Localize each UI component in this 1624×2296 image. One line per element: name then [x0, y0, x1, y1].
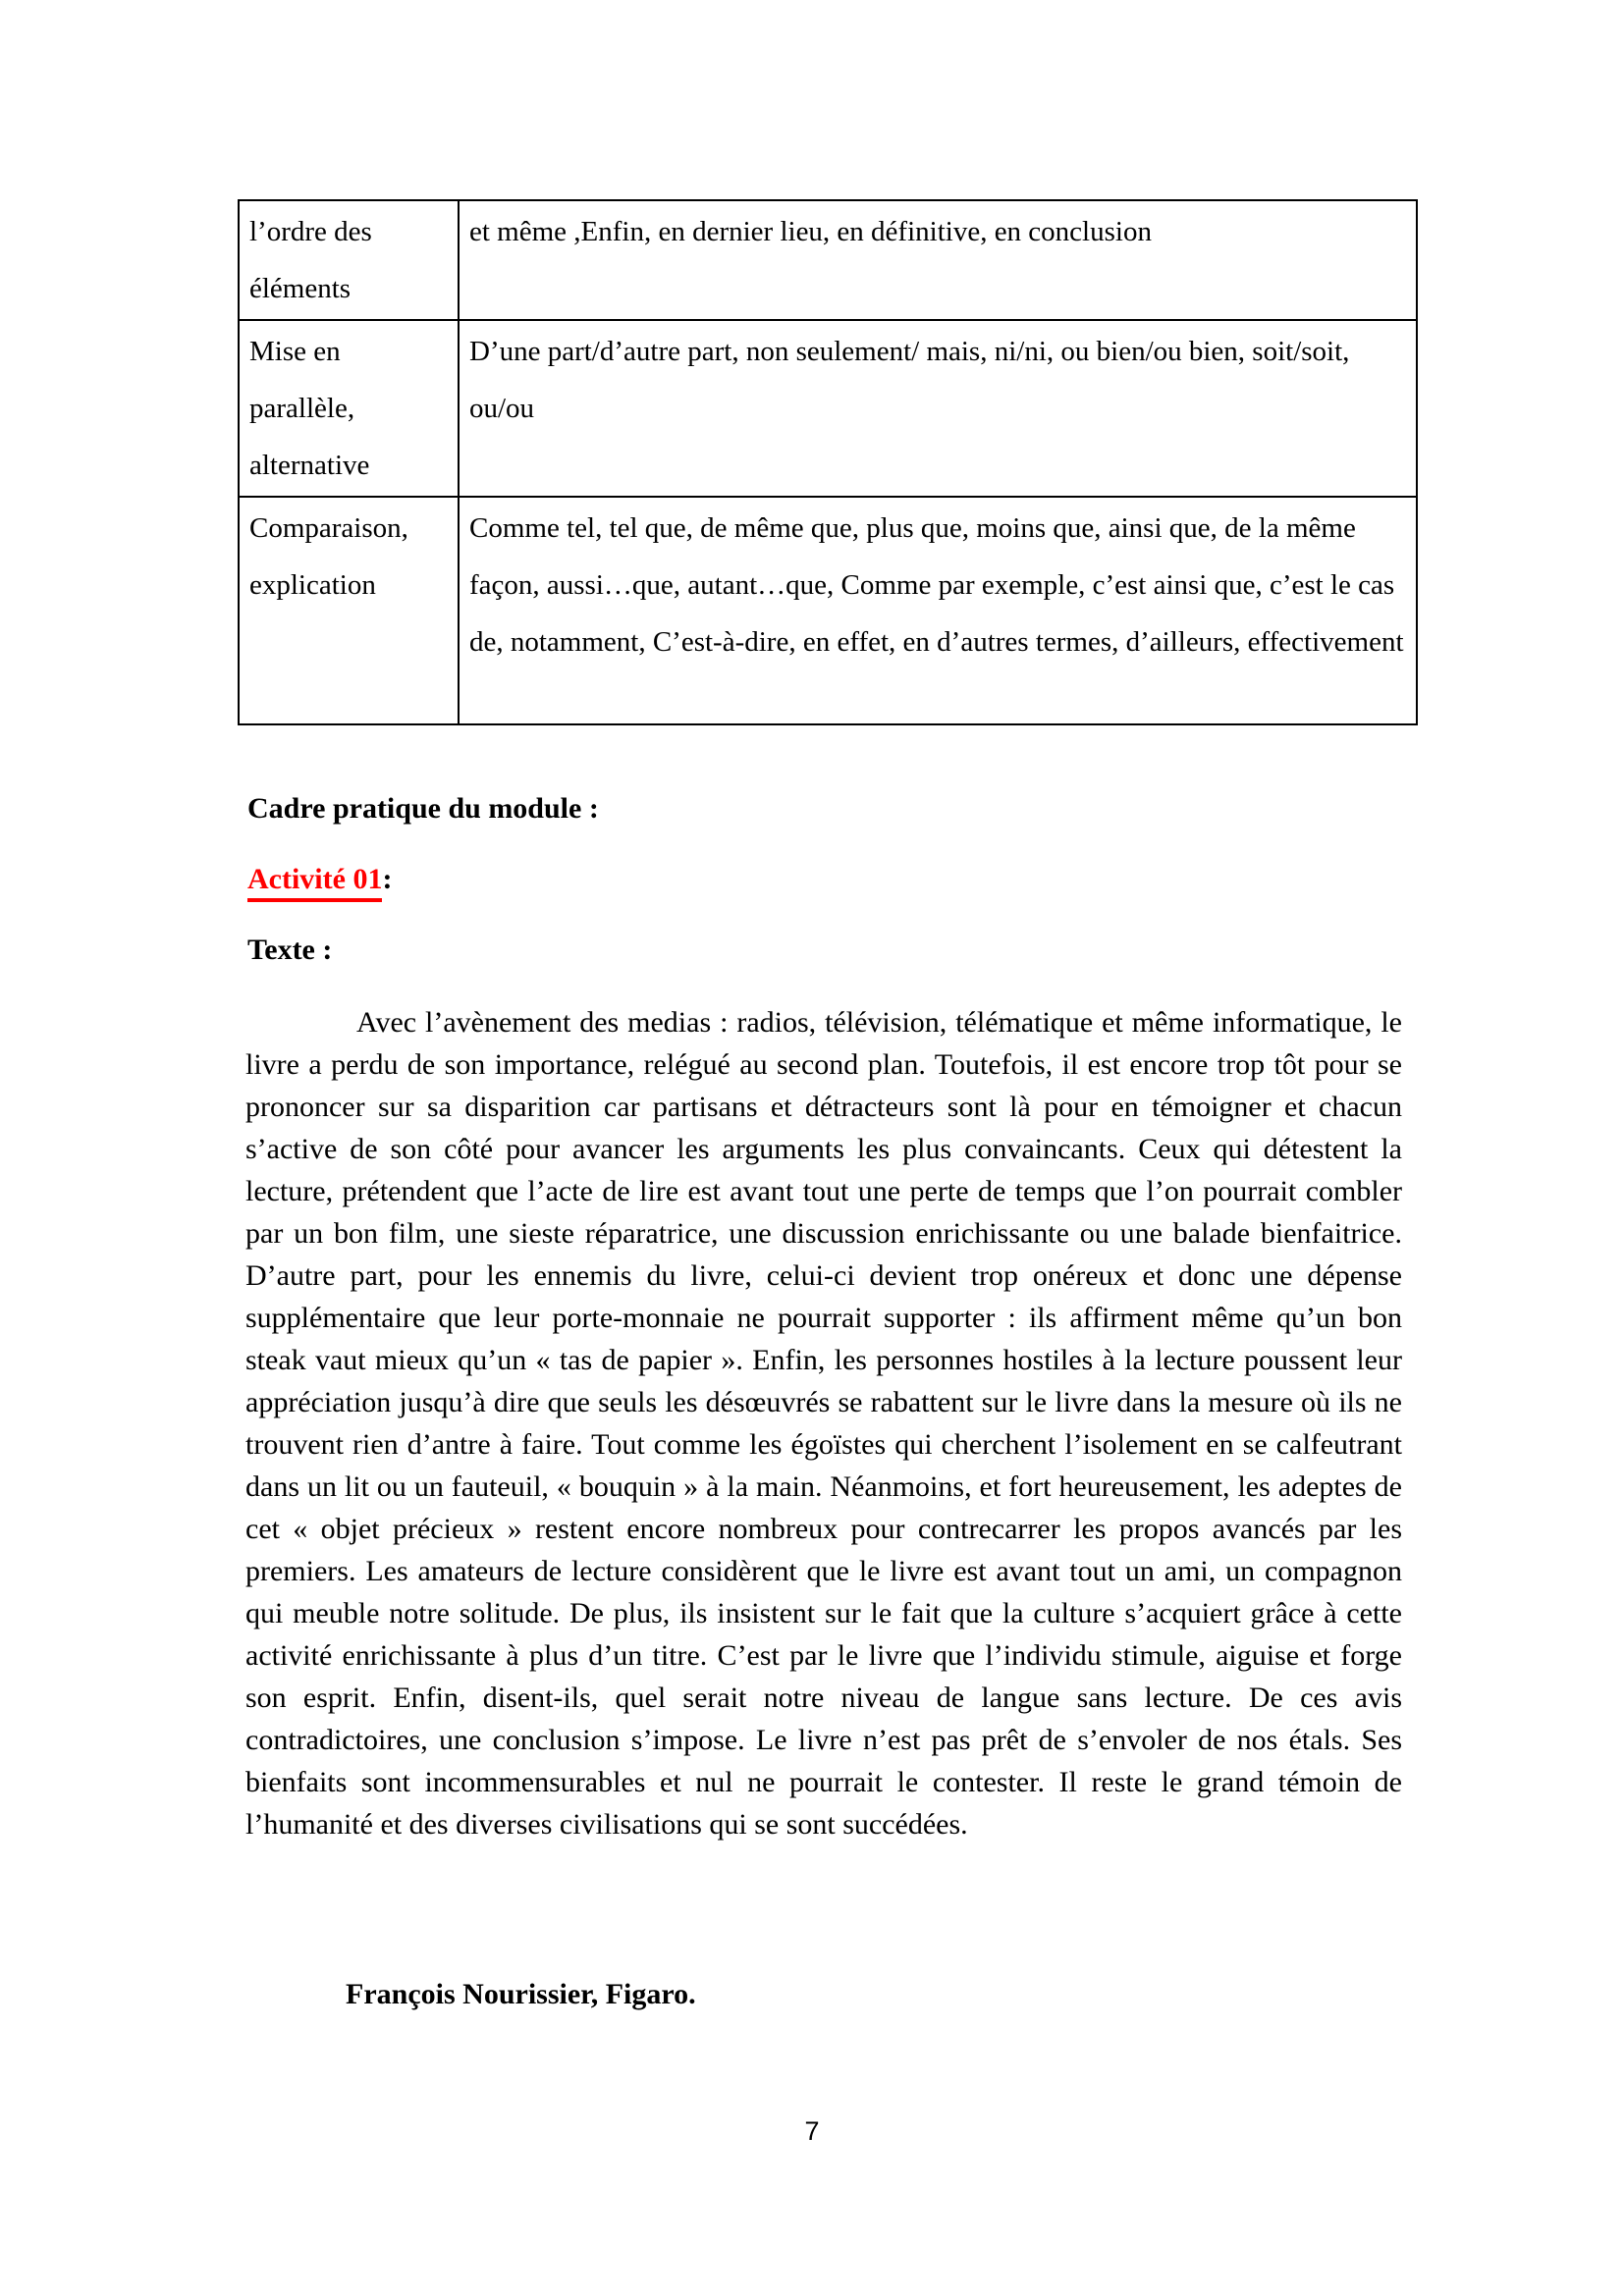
connectors-cell: et même ,Enfin, en dernier lieu, en définitive, en conclusion [459, 200, 1417, 320]
category-cell: l’ordre des éléments [239, 200, 459, 320]
activity-title-red: Activité 01 [247, 862, 382, 902]
section-heading-cadre-pratique: Cadre pratique du module : [247, 792, 599, 825]
reading-text-paragraph: Avec l’avènement des medias : radios, télévision, télématique et même informatique, le livre a perdu de son importance, relégué au second plan. Toutefois, il est encore trop tôt pour se prononcer sur sa disparition car partisans et détracteurs sont là pour en témoigner et chacun s’active de son côté pour avancer les arguments les plus convaincants. Ceux qui détestent la lecture, prétendent que l’acte de lire est avant tout une perte de temps que l’on pourrait combler par un bon film, une sieste réparatrice, une discussion enrichissante ou une balade bienfaitrice. D’autre part, pour les ennemis du livre, celui-ci devient trop onéreux et donc une dépense supplémentaire que leur porte-monnaie ne pourrait supporter : ils affirment même qu’un bon steak vaut mieux qu’un « tas de papier ». Enfin, les personnes hostiles à la lecture poussent leur appréciation jusqu’à dire que seuls les désœuvrés se rabattent sur le livre dans la mesure où ils ne trouvent rien d’antre à faire. Tout comme les égoïstes qui cherchent l’isolement en se calfeutrant dans un lit ou un fauteuil, « bouquin » à la main. Néanmoins, et fort heureusement, les adeptes de cet « objet précieux » restent encore nombreux pour contrecarrer les propos avancés par les premiers. Les amateurs de lecture considèrent que le livre est avant tout un ami, un compagnon qui meuble notre solitude. De plus, ils insistent sur le fait que la culture s’acquiert grâce à cette activité enrichissante à plus d’un titre. C’est par le livre que l’individu stimule, aiguise et forge son esprit. Enfin, disent-ils, quel serait notre niveau de langue sans lecture. De ces avis contradictoires, une conclusion s’impose. Le livre n’est pas prêt de s’envoler de nos étals. Ses bienfaits sont incommensurables et nul ne pourrait le contester. Il reste le grand témoin de l’humanité et des diverses civilisations qui se sont succédées. [245, 1006, 1402, 1841]
author-attribution: François Nourissier, Figaro. [346, 1978, 696, 2010]
connectors-table [238, 199, 1418, 725]
category-cell: Comparaison, explication [239, 497, 459, 724]
table-row [239, 497, 1417, 724]
connectors-cell: D’une part/d’autre part, non seulement/ mais, ni/ni, ou bien/ou bien, soit/soit, ou/ou [459, 320, 1417, 497]
table-row [239, 320, 1417, 497]
table-row [239, 200, 1417, 320]
section-heading-texte: Texte : [247, 934, 333, 966]
activity-colon: : [382, 863, 393, 895]
category-cell: Mise en parallèle, alternative [239, 320, 459, 497]
page-number: 7 [804, 2116, 820, 2146]
connectors-cell: Comme tel, tel que, de même que, plus que, moins que, ainsi que, de la même façon, aussi…que, autant…que, Comme par exemple, c’est ainsi que, c’est le cas de, notamment, C’est-à-dire, en effet, en d’autres termes, d’ailleurs, effectivement [459, 497, 1417, 724]
section-heading-activite [247, 862, 392, 902]
